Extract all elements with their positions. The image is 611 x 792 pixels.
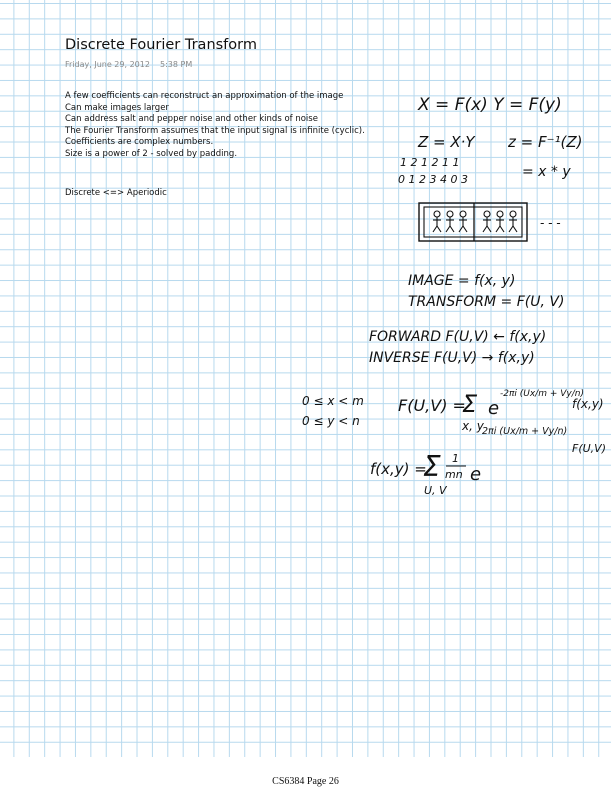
f2-sum-sign: Σ: [423, 450, 441, 483]
f1-sum-sign: Σ: [462, 390, 478, 418]
f2-sum-index: U, V: [424, 484, 447, 497]
hw-image-def: IMAGE = f(x, y): [408, 273, 516, 289]
note-line: A few coefficients can reconstruct an approximation of the image: [65, 91, 344, 101]
note-line: Can make images larger: [65, 102, 169, 113]
strip-continuation: - - -: [540, 216, 561, 230]
f1-tail: f(x,y): [572, 397, 604, 411]
f2-fraction-denominator: mn: [445, 468, 463, 481]
f1-exp-base: e: [488, 398, 500, 419]
page-date: Friday, June 29, 2012: [65, 60, 150, 69]
f2-exp-base: e: [470, 464, 482, 485]
hw-sequence-top: 1 2 1 2 1 1: [400, 156, 460, 169]
hw-sequence-bottom: 0 1 2 3 4 0 3: [398, 173, 468, 186]
inverse-dft-formula: [370, 426, 606, 497]
f1-sum-index: x, y: [462, 419, 484, 433]
stick-figure: [509, 211, 517, 232]
hw-inverse: INVERSE F(U,V) → f(x,y): [369, 350, 535, 366]
page-time: 5:38 PM: [160, 60, 193, 69]
f2-fraction-numerator: 1: [452, 452, 459, 465]
hw-transform-def: TRANSFORM = F(U, V): [408, 294, 565, 310]
stick-figure: [496, 211, 504, 232]
hw-product: Z = X·Y: [418, 133, 475, 151]
hw-inverse-product: z = F⁻¹(Z): [508, 133, 583, 151]
stick-figure: [446, 211, 454, 232]
note-line: Can address salt and pepper noise and other kinds of noise: [65, 114, 318, 124]
note-line: Size is a power of 2 - solved by padding.: [65, 148, 238, 159]
page-title: Discrete Fourier Transform: [65, 37, 257, 53]
hw-forward: FORWARD F(U,V) ← f(x,y): [369, 329, 547, 345]
f1-lhs: F(U,V) =: [398, 396, 466, 415]
stick-figure: [459, 211, 467, 232]
discrete-aperiodic-note: Discrete <=> Aperiodic: [65, 188, 167, 198]
page-footer: CS6384 Page 26: [272, 776, 339, 787]
hw-range-x: 0 ≤ x < m: [302, 394, 364, 408]
stick-figure-strip: [419, 203, 561, 241]
hw-range-y: 0 ≤ y < n: [302, 414, 360, 428]
strip-outer-box: [419, 203, 527, 241]
f2-exponent: 2πi (Ux/m + Vy/n): [482, 426, 568, 437]
f2-tail: F(U,V): [572, 442, 606, 455]
stick-figure: [433, 211, 441, 232]
stick-figure: [483, 211, 491, 232]
hw-convolution: = x * y: [522, 164, 571, 180]
f1-exponent: -2πi (Ux/m + Vy/n): [500, 389, 584, 399]
note-line: Coefficients are complex numbers.: [65, 137, 214, 147]
stick-figures: [433, 211, 517, 232]
f2-lhs: f(x,y) =: [370, 460, 427, 478]
hw-transform-pair: X = F(x) Y = F(y): [418, 95, 562, 115]
note-line: The Fourier Transform assumes that the input signal is infinite (cyclic).: [65, 125, 365, 136]
